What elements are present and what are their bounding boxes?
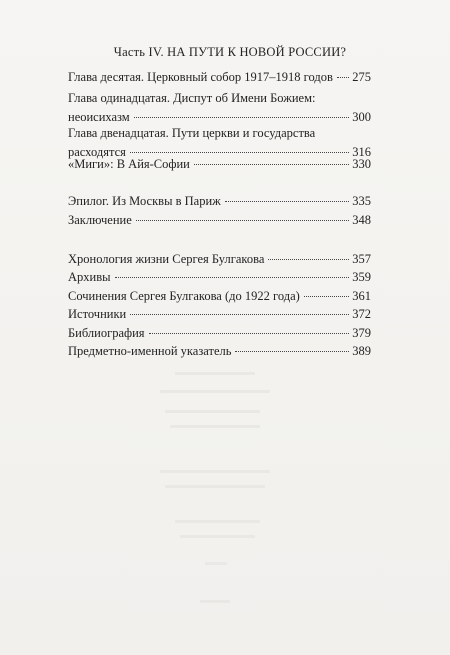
- toc-entry-title: Источники: [68, 307, 127, 321]
- toc-entry-page: 348: [352, 213, 371, 227]
- show-through-mark: [170, 425, 260, 428]
- leader-dots: [134, 105, 350, 118]
- toc-entry-title: Библиография: [68, 326, 145, 340]
- toc-entry-title: Глава двенадцатая. Пути церкви и государства: [68, 126, 316, 140]
- toc-entry-title: Заключение: [68, 213, 132, 227]
- leader-dots: [136, 208, 350, 221]
- toc-entry-page: 357: [352, 252, 371, 266]
- leader-dots: [130, 302, 349, 315]
- show-through-mark: [160, 390, 270, 393]
- toc-entry-chapter-10: [68, 68, 371, 85]
- toc-entry-page: 372: [352, 307, 371, 321]
- show-through-mark: [200, 600, 230, 603]
- toc-entry-title: Глава одинадцатая. Диспут об Имени Божием:: [68, 91, 316, 105]
- toc-entry-archives: [68, 268, 371, 285]
- toc-entry-title-continued: неоисихазм: [68, 110, 130, 124]
- toc-entry-epilogue: [68, 192, 371, 209]
- leader-dots: [194, 152, 349, 165]
- leader-dots: [149, 321, 350, 334]
- part-heading: Часть IV. НА ПУТИ К НОВОЙ РОССИИ?: [113, 45, 347, 59]
- toc-entry-page: 275: [352, 70, 371, 84]
- toc-entry-page: 361: [352, 289, 371, 303]
- toc-entry-page: 335: [352, 194, 371, 208]
- show-through-mark: [180, 535, 255, 538]
- toc-entry-page: 389: [352, 344, 371, 358]
- toc-entry-page: 316: [352, 145, 371, 159]
- toc-entry-page: 379: [352, 326, 371, 340]
- show-through-mark: [175, 520, 260, 523]
- toc-entry-title: Глава десятая. Церковный собор 1917–1918 годов: [68, 70, 333, 84]
- toc-entry-chapter-11: [68, 91, 371, 125]
- toc-entry-title: Эпилог. Из Москвы в Париж: [68, 194, 221, 208]
- leader-dots: [115, 265, 350, 278]
- toc-entry-migi: [68, 155, 371, 172]
- toc-entry-title: Архивы: [68, 270, 111, 284]
- toc-entry-page: 359: [352, 270, 371, 284]
- toc-entry-conclusion: [68, 211, 371, 228]
- toc-entry-title-continued: расходятся: [68, 145, 126, 159]
- toc-entry-sources: [68, 305, 371, 322]
- leader-dots: [304, 284, 349, 297]
- show-through-mark: [165, 410, 260, 413]
- leader-dots: [337, 65, 349, 78]
- leader-dots: [225, 189, 349, 202]
- show-through-mark: [175, 372, 255, 375]
- show-through-mark: [160, 470, 270, 473]
- toc-entry-index: [68, 342, 371, 359]
- show-through-mark: [205, 562, 227, 565]
- toc-entry-title: Сочинения Сергея Булгакова (до 1922 года): [68, 289, 300, 303]
- toc-entry-title: Предметно-именной указатель: [68, 344, 232, 358]
- show-through-mark: [165, 485, 265, 488]
- leader-dots: [268, 247, 349, 260]
- toc-entry-page: 330: [352, 157, 371, 171]
- toc-entry-page: 300: [352, 110, 371, 124]
- toc-entry-title: Хронология жизни Сергея Булгакова: [68, 252, 265, 266]
- toc-entry-title: «Миги»: В Айя-Софии: [68, 157, 190, 171]
- leader-dots: [235, 339, 349, 352]
